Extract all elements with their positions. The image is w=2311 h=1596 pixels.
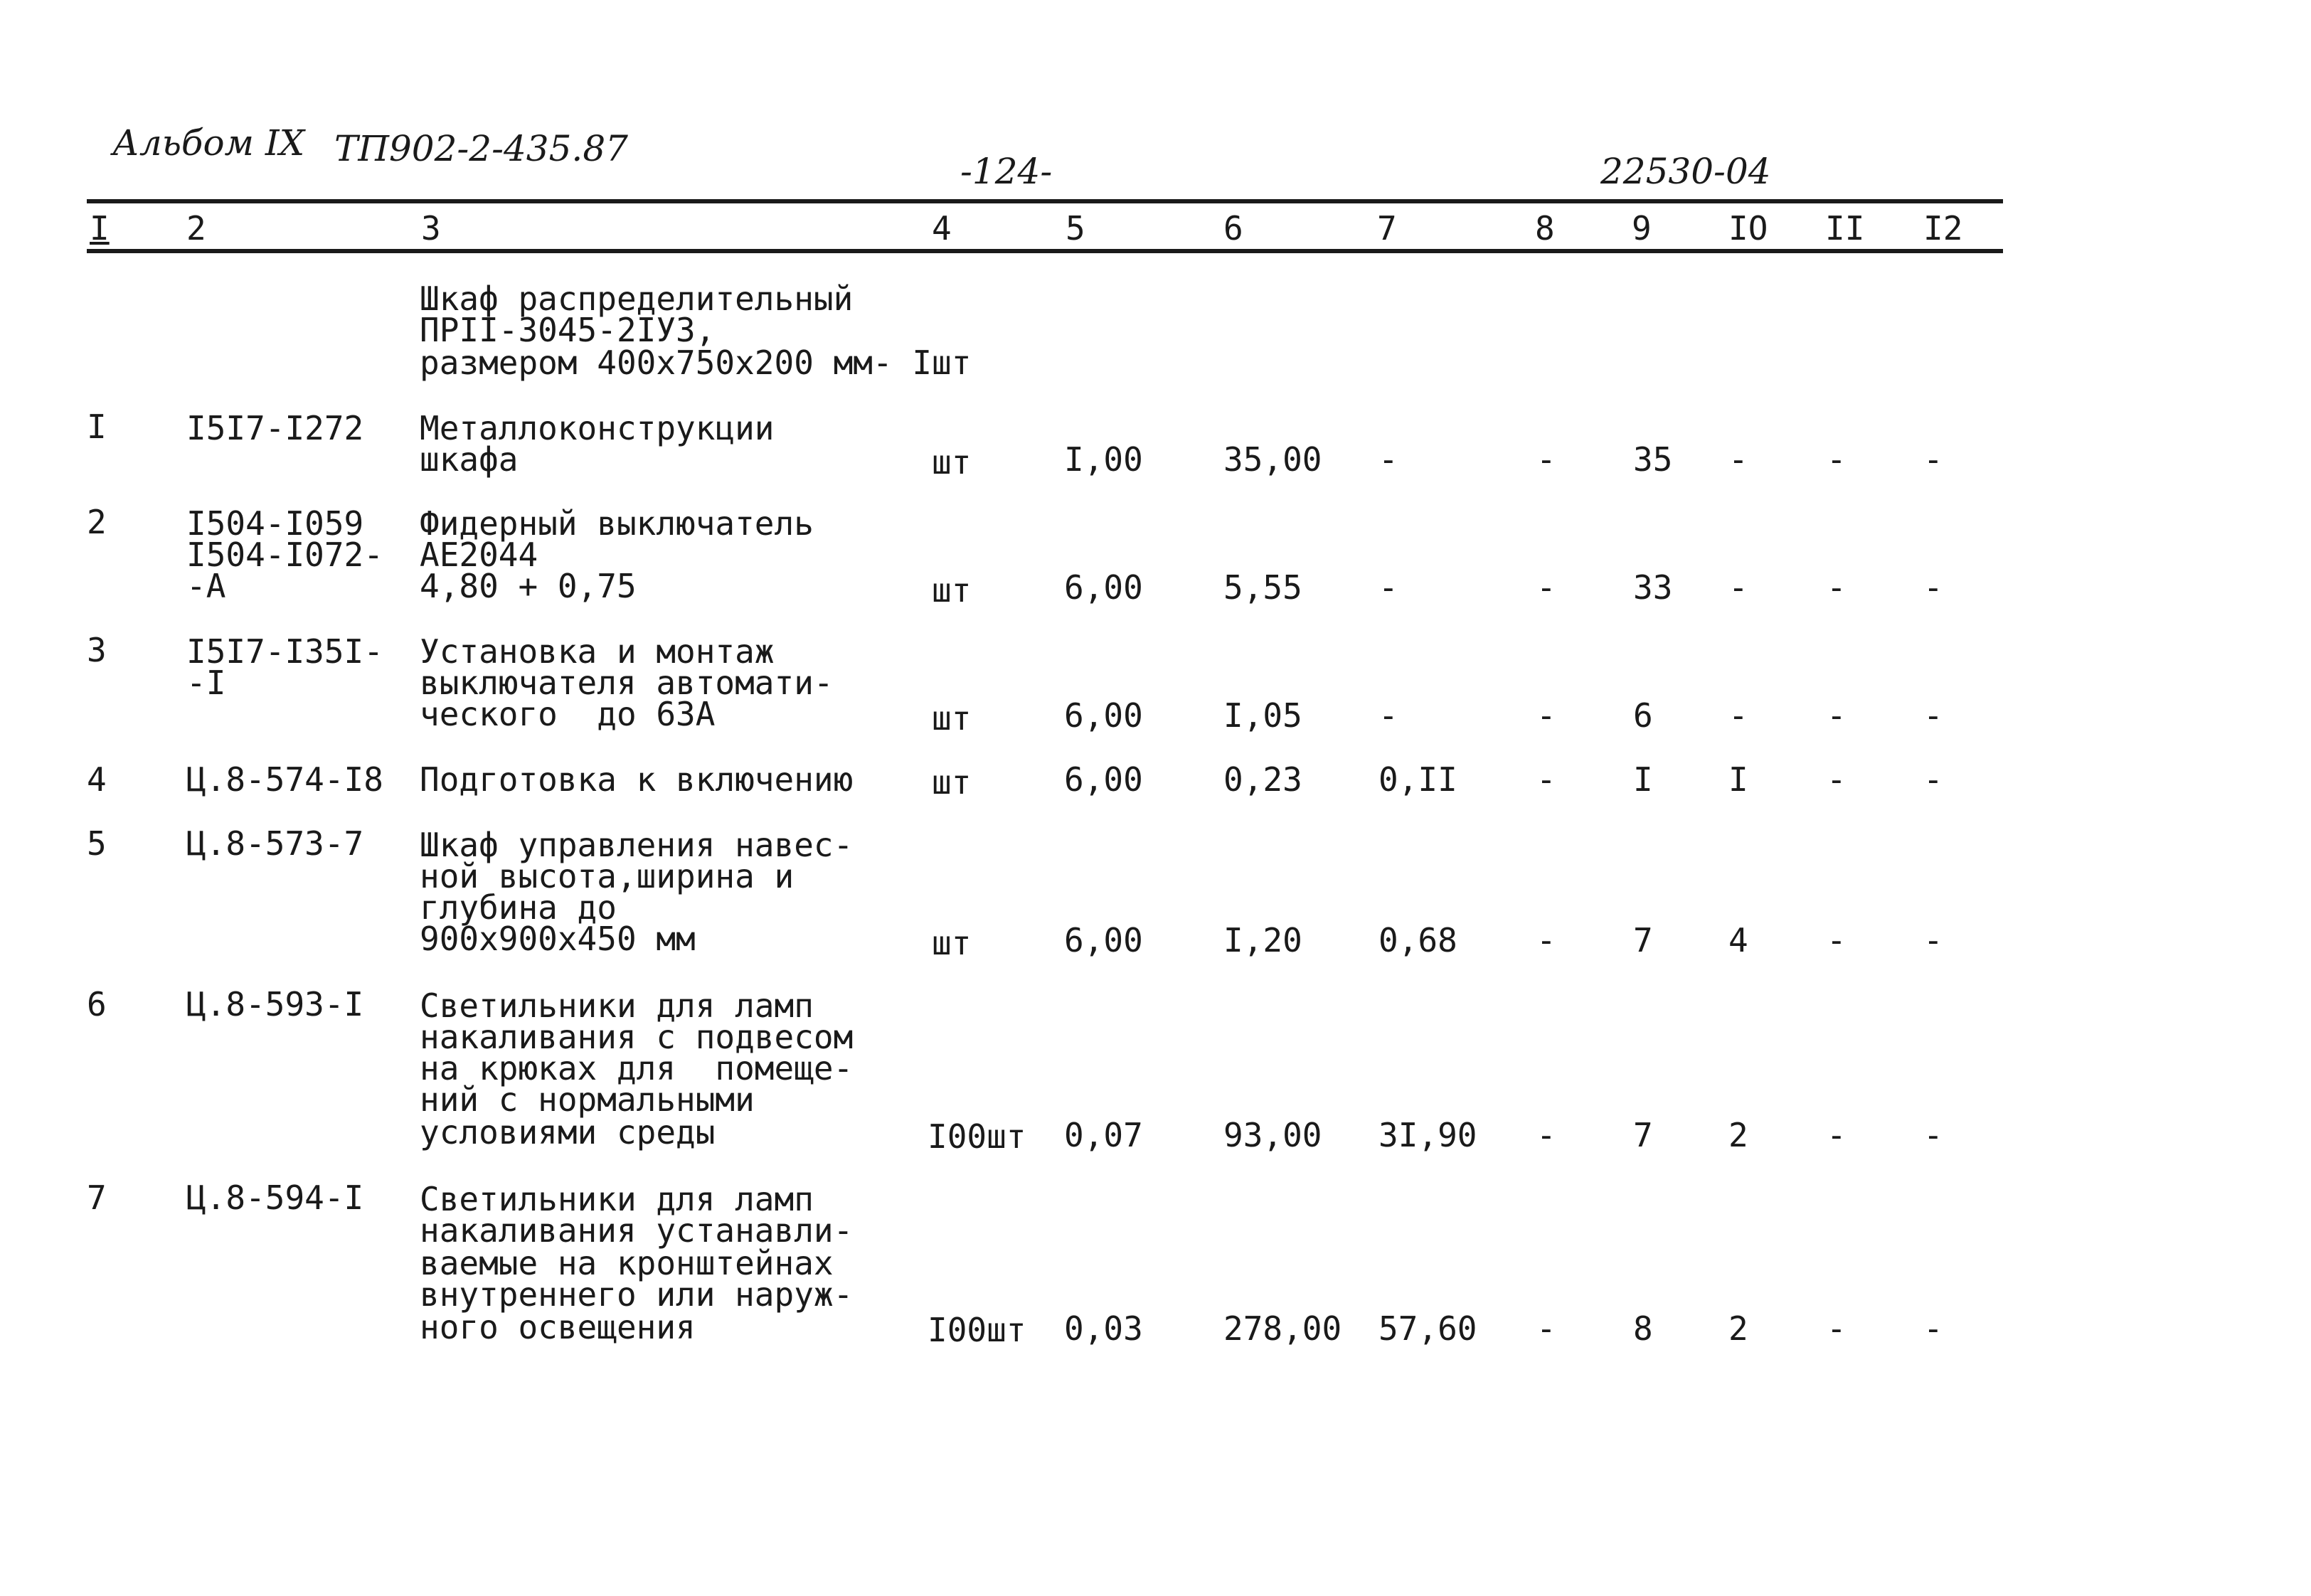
unit: шт (932, 699, 972, 738)
work-description: накаливания устанавли- (420, 1211, 854, 1250)
work-description: ной высота,ширина и (420, 857, 795, 895)
work-description: ного освещения (420, 1308, 696, 1346)
page-number: -124- (960, 151, 1053, 192)
work-description: 900х900х450 мм (420, 920, 696, 958)
col-header-10: IO (1728, 209, 1768, 248)
col-header-6: 6 (1223, 209, 1243, 248)
work-description: шкафа (420, 440, 519, 479)
col6-value: I,05 (1223, 696, 1302, 735)
col12-value: - (1923, 1309, 1943, 1348)
norm-code: I5I7-I272 (186, 409, 364, 447)
norm-code: I504-I059 (186, 504, 364, 543)
col7-value: 0,68 (1378, 921, 1457, 959)
top-rule (87, 199, 2003, 203)
work-description: Подготовка к включению (420, 760, 854, 799)
col7-value: - (1378, 568, 1398, 607)
col7-value: 3I,90 (1378, 1116, 1477, 1154)
col-header-12: I2 (1923, 209, 1963, 248)
col10-value: 2 (1728, 1309, 1748, 1348)
work-description: Светильники для ламп (420, 1180, 814, 1218)
col10-value: 2 (1728, 1116, 1748, 1154)
col7-value: - (1378, 440, 1398, 479)
row-number: 7 (87, 1179, 107, 1217)
work-description: 4,80 + 0,75 (420, 567, 637, 605)
col6-value: 35,00 (1223, 440, 1322, 479)
norm-code: Ц.8-594-I (186, 1179, 364, 1217)
col10-value: I (1728, 760, 1748, 799)
col-header-8: 8 (1535, 209, 1555, 248)
quantity: I,00 (1064, 440, 1143, 479)
col11-value: - (1827, 440, 1847, 479)
work-description: ний с нормальными (420, 1080, 755, 1119)
col-header-9: 9 (1632, 209, 1652, 248)
unit: I00шт (928, 1117, 1026, 1156)
col9-value: 8 (1633, 1309, 1653, 1348)
col9-value: 6 (1633, 696, 1653, 735)
row-number: 4 (87, 760, 107, 799)
quantity: 0,07 (1064, 1116, 1143, 1154)
col9-value: I (1633, 760, 1653, 799)
col10-value: 4 (1728, 921, 1748, 959)
col-header-3: 3 (421, 209, 441, 248)
album-label: Альбом IX (112, 122, 305, 164)
col8-value: - (1536, 1116, 1556, 1154)
norm-code: I504-I072- (186, 536, 383, 574)
col8-value: - (1536, 568, 1556, 607)
col6-value: 0,23 (1223, 760, 1302, 799)
norm-code: -А (186, 567, 226, 605)
col-header-4: 4 (932, 209, 952, 248)
col7-value: - (1378, 696, 1398, 735)
col12-value: - (1923, 696, 1943, 735)
col11-value: - (1827, 696, 1847, 735)
project-number: ТП902-2-435.87 (334, 128, 628, 169)
col8-value: - (1536, 760, 1556, 799)
norm-code: Ц.8-573-7 (186, 824, 364, 863)
work-description: Светильники для ламп (420, 986, 814, 1025)
col12-value: - (1923, 921, 1943, 959)
work-description: внутреннего или наруж- (420, 1275, 854, 1314)
work-description: накаливания с подвесом (420, 1018, 854, 1056)
norm-code: Ц.8-574-I8 (186, 760, 383, 799)
work-description: на крюках для помеще- (420, 1049, 854, 1087)
col9-value: 7 (1633, 921, 1653, 959)
col11-value: - (1827, 1309, 1847, 1348)
row-number: I (87, 408, 107, 446)
col8-value: - (1536, 696, 1556, 735)
norm-code: I5I7-I35I- (186, 632, 383, 671)
col11-value: - (1827, 760, 1847, 799)
col-header-1: I (90, 209, 110, 248)
row-number: 2 (87, 503, 107, 541)
intro-line-2: ПРII-3045-2IУ3, (420, 311, 716, 349)
row-number: 6 (87, 985, 107, 1023)
quantity: 0,03 (1064, 1309, 1143, 1348)
col6-value: 278,00 (1223, 1309, 1342, 1348)
col12-value: - (1923, 568, 1943, 607)
col-header-7: 7 (1377, 209, 1397, 248)
col7-value: 0,II (1378, 760, 1457, 799)
col10-value: - (1728, 568, 1748, 607)
col8-value: - (1536, 440, 1556, 479)
col8-value: - (1536, 1309, 1556, 1348)
col10-value: - (1728, 696, 1748, 735)
work-description: ческого до 63А (420, 695, 716, 733)
col-header-11: II (1825, 209, 1865, 248)
work-description: условиями среды (420, 1113, 716, 1151)
col12-value: - (1923, 440, 1943, 479)
work-description: Шкаф управления навес- (420, 826, 854, 864)
unit: шт (932, 571, 972, 610)
col6-value: 93,00 (1223, 1116, 1322, 1154)
unit: шт (932, 924, 972, 962)
work-description: АЕ2044 (420, 536, 538, 574)
col11-value: - (1827, 1116, 1847, 1154)
intro-line-3: размером 400х750х200 мм- Iшт (420, 344, 972, 382)
col-header-2: 2 (186, 209, 206, 248)
work-description: ваемые на кронштейнах (420, 1244, 834, 1282)
col9-value: 7 (1633, 1116, 1653, 1154)
col9-value: 35 (1633, 440, 1673, 479)
quantity: 6,00 (1064, 696, 1143, 735)
work-description: Металлоконструкции (420, 409, 775, 447)
quantity: 6,00 (1064, 760, 1143, 799)
col10-value: - (1728, 440, 1748, 479)
norm-code: -I (186, 664, 226, 702)
col12-value: - (1923, 760, 1943, 799)
col6-value: I,20 (1223, 921, 1302, 959)
row-number: 5 (87, 824, 107, 863)
col6-value: 5,55 (1223, 568, 1302, 607)
unit: I00шт (928, 1311, 1026, 1349)
col12-value: - (1923, 1116, 1943, 1154)
unit: шт (932, 763, 972, 802)
quantity: 6,00 (1064, 568, 1143, 607)
work-description: Установка и монтаж (420, 632, 775, 671)
norm-code: Ц.8-593-I (186, 985, 364, 1023)
col8-value: - (1536, 921, 1556, 959)
row-number: 3 (87, 631, 107, 669)
col7-value: 57,60 (1378, 1309, 1477, 1348)
col11-value: - (1827, 921, 1847, 959)
intro-line-1: Шкаф распределительный (420, 280, 854, 318)
work-description: выключателя автомати- (420, 664, 834, 702)
document-number: 22530-04 (1600, 151, 1771, 192)
work-description: Фидерный выключатель (420, 504, 814, 543)
col9-value: 33 (1633, 568, 1673, 607)
quantity: 6,00 (1064, 921, 1143, 959)
col11-value: - (1827, 568, 1847, 607)
header-rule (87, 249, 2003, 253)
unit: шт (932, 443, 972, 482)
col-header-5: 5 (1066, 209, 1085, 248)
column-header-row (0, 209, 2311, 248)
work-description: глубина до (420, 888, 617, 927)
